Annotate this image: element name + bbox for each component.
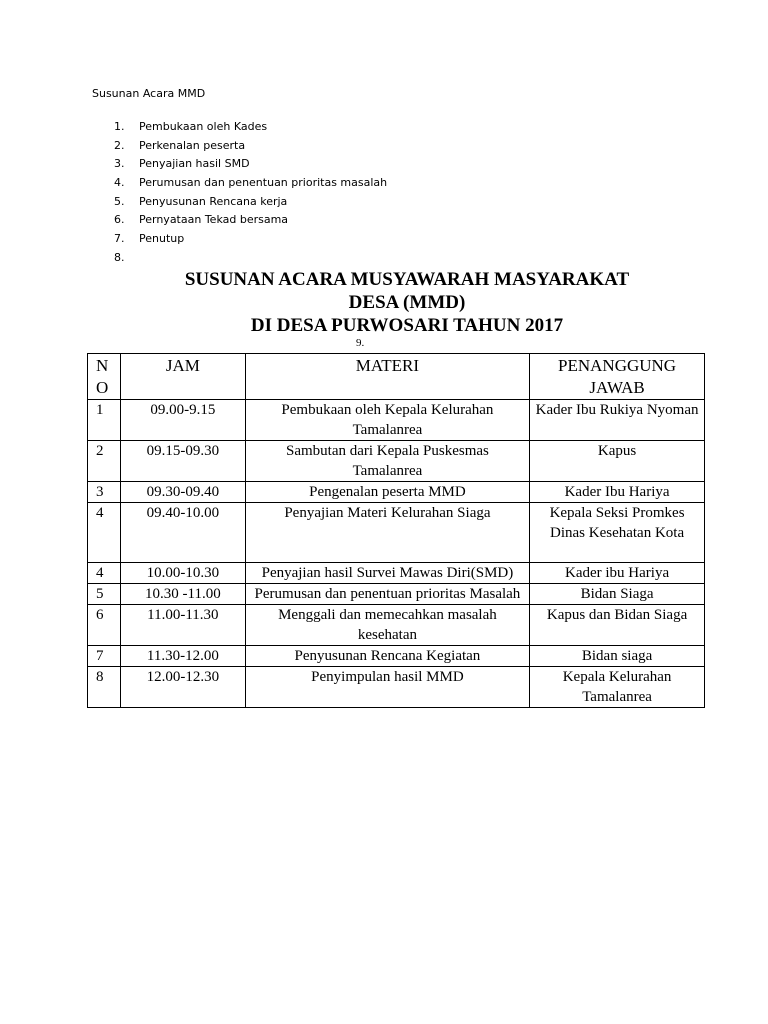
agenda-item-number: 4. <box>114 176 125 190</box>
cell-materi: Pengenalan peserta MMD <box>245 482 529 503</box>
main-title-line-3: DI DESA PURWOSARI TAHUN 2017 <box>250 315 564 336</box>
agenda-item-text: Perkenalan peserta <box>139 138 246 152</box>
cell-no: 1 <box>88 400 121 441</box>
table-row <box>88 503 705 563</box>
cell-no: 2 <box>88 441 121 482</box>
cell-penanggung-jawab: Kader Ibu Rukiya Nyoman <box>530 400 705 441</box>
agenda-item <box>114 230 387 249</box>
table-row <box>88 563 705 584</box>
cell-materi: Penyimpulan hasil MMD <box>245 667 529 708</box>
cell-materi: Penyusunan Rencana Kegiatan <box>245 646 529 667</box>
schedule-table <box>87 353 705 708</box>
agenda-item <box>114 193 387 212</box>
table-row <box>88 441 705 482</box>
cell-jam: 09.40-10.00 <box>120 503 245 563</box>
agenda-item-text: Perumusan dan penentuan prioritas masalah <box>139 176 388 190</box>
cell-materi: Menggali dan memecahkan masalah kesehatan <box>245 605 529 646</box>
agenda-item <box>114 249 387 268</box>
cell-penanggung-jawab: Kepala Kelurahan Tamalanrea <box>530 667 705 708</box>
header-materi: MATERI <box>245 354 529 400</box>
agenda-item <box>114 137 387 156</box>
table-row <box>88 667 705 708</box>
cell-penanggung-jawab: Kader Ibu Hariya <box>530 482 705 503</box>
cell-no: 6 <box>88 605 121 646</box>
cell-no: 5 <box>88 584 121 605</box>
agenda-item-text: Penutup <box>139 232 185 246</box>
table-row <box>88 646 705 667</box>
agenda-list <box>114 118 387 268</box>
table-row <box>88 482 705 503</box>
agenda-item-text: Pernyataan Tekad bersama <box>139 213 289 227</box>
cell-jam: 12.00-12.30 <box>120 667 245 708</box>
cell-no: 8 <box>88 667 121 708</box>
agenda-item-text: Pembukaan oleh Kades <box>139 120 268 133</box>
header-no: N O <box>88 354 121 400</box>
agenda-item-number: 5. <box>114 194 125 208</box>
agenda-item-number: 2. <box>114 138 125 152</box>
agenda-item-number: 6. <box>114 213 125 227</box>
agenda-item-number: 1. <box>114 120 125 133</box>
cell-no: 4 <box>88 563 121 584</box>
cell-penanggung-jawab: Kepala Seksi Promkes Dinas Kesehatan Kota <box>530 503 705 563</box>
header-penanggung-jawab: PENANGGUNG JAWAB <box>530 354 705 400</box>
table-row <box>88 400 705 441</box>
cell-no: 3 <box>88 482 121 503</box>
agenda-item-text: Penyusunan Rencana kerja <box>139 194 288 208</box>
main-title-line-2: DESA (MMD) <box>348 292 466 313</box>
agenda-item-number: 7. <box>114 232 125 246</box>
agenda-item-number: 8. <box>114 250 125 264</box>
cell-penanggung-jawab: Kapus dan Bidan Siaga <box>530 605 705 646</box>
header-jam: JAM <box>120 354 245 400</box>
main-title <box>100 268 714 337</box>
main-title-line-1: SUSUNAN ACARA MUSYAWARAH MASYARAKAT <box>184 269 630 290</box>
cell-materi: Perumusan dan penentuan prioritas Masalah <box>245 584 529 605</box>
cell-jam: 10.30 -11.00 <box>120 584 245 605</box>
cell-jam: 09.00-9.15 <box>120 400 245 441</box>
cell-jam: 09.30-09.40 <box>120 482 245 503</box>
agenda-item <box>114 174 387 193</box>
cell-materi: Penyajian Materi Kelurahan Siaga <box>245 503 529 563</box>
stray-list-number: 9. <box>356 337 365 349</box>
cell-jam: 11.00-11.30 <box>120 605 245 646</box>
cell-materi: Sambutan dari Kepala Puskesmas Tamalanrea <box>245 441 529 482</box>
agenda-item <box>114 118 387 137</box>
cell-no: 7 <box>88 646 121 667</box>
agenda-heading: Susunan Acara MMD <box>92 87 206 100</box>
agenda-item <box>114 211 387 230</box>
cell-jam: 11.30-12.00 <box>120 646 245 667</box>
agenda-item-text: Penyajian hasil SMD <box>139 157 250 171</box>
agenda-item <box>114 155 387 174</box>
cell-penanggung-jawab: Bidan siaga <box>530 646 705 667</box>
cell-no: 4 <box>88 503 121 563</box>
cell-penanggung-jawab: Kader ibu Hariya <box>530 563 705 584</box>
cell-jam: 09.15-09.30 <box>120 441 245 482</box>
cell-penanggung-jawab: Kapus <box>530 441 705 482</box>
cell-penanggung-jawab: Bidan Siaga <box>530 584 705 605</box>
cell-materi: Pembukaan oleh Kepala Kelurahan Tamalanrea <box>245 400 529 441</box>
agenda-item-number: 3. <box>114 157 125 171</box>
cell-jam: 10.00-10.30 <box>120 563 245 584</box>
table-row <box>88 584 705 605</box>
table-header-row <box>88 354 705 400</box>
table-row <box>88 605 705 646</box>
cell-materi: Penyajian hasil Survei Mawas Diri(SMD) <box>245 563 529 584</box>
